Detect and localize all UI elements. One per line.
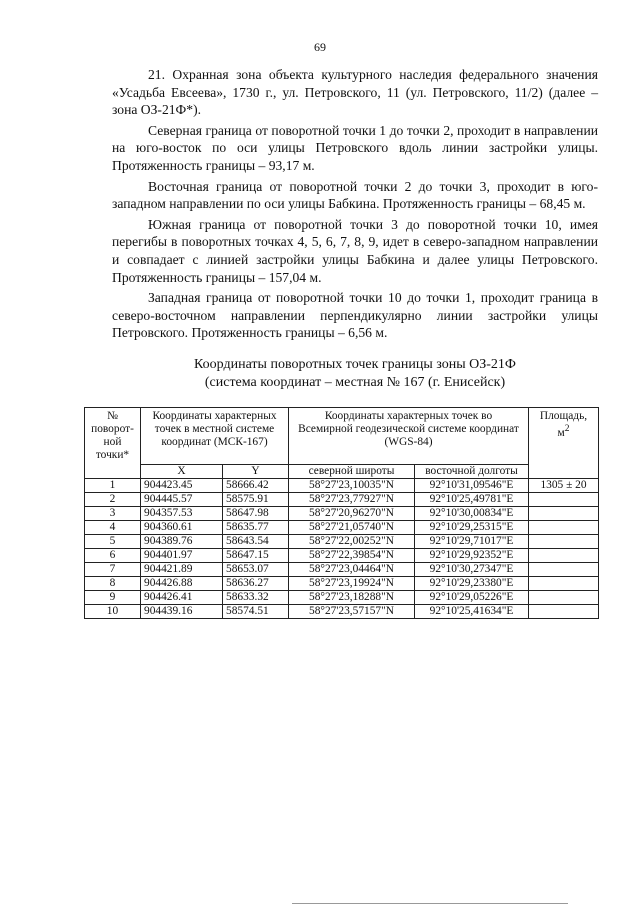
cell-point-number: 8 (85, 577, 141, 591)
cell-x: 904445.57 (141, 493, 223, 507)
cell-latitude: 58°27'22,39854"N (289, 549, 415, 563)
cell-y: 58643.54 (223, 535, 289, 549)
table-row (85, 577, 599, 591)
table-row (85, 549, 599, 563)
cell-area (529, 549, 599, 563)
cell-y: 58666.42 (223, 479, 289, 493)
cell-longitude: 92°10'29,25315"E (415, 521, 529, 535)
header-longitude: восточной долготы (415, 465, 529, 479)
cell-point-number: 10 (85, 605, 141, 619)
table-row (85, 605, 599, 619)
header-point-number: № поворот-ной точки* (85, 408, 141, 479)
cell-y: 58653.07 (223, 563, 289, 577)
table-row (85, 535, 599, 549)
paragraph-west-border: Западная граница от поворотной точки 10 до точки 1, проходит граница в северо-восточном направлении перпендикулярно линии застройки улицы Петровского. Протяженность границы – 6,56 м. (112, 290, 598, 341)
cell-y: 58635.77 (223, 521, 289, 535)
cell-longitude: 92°10'29,71017"E (415, 535, 529, 549)
cell-longitude: 92°10'29,92352"E (415, 549, 529, 563)
cell-x: 904423.45 (141, 479, 223, 493)
cell-longitude: 92°10'25,41634"E (415, 605, 529, 619)
header-area-label: Площадь, (539, 410, 588, 422)
table-row (85, 521, 599, 535)
cell-point-number: 9 (85, 591, 141, 605)
cell-latitude: 58°27'23,10035"N (289, 479, 415, 493)
page-number: 69 (314, 40, 326, 54)
cell-y: 58647.15 (223, 549, 289, 563)
cell-area (529, 535, 599, 549)
cell-x: 904357.53 (141, 507, 223, 521)
cell-point-number: 1 (85, 479, 141, 493)
footer-divider (292, 903, 568, 904)
cell-latitude: 58°27'23,18288"N (289, 591, 415, 605)
cell-area (529, 577, 599, 591)
cell-x: 904426.88 (141, 577, 223, 591)
cell-y: 58636.27 (223, 577, 289, 591)
paragraph-east-border: Восточная граница от поворотной точки 2 до точки 3, проходит в юго-западном направлении по оси улицы Бабкина. Протяженность границы – 68,45 м. (112, 178, 598, 212)
cell-y: 58633.32 (223, 591, 289, 605)
table-caption-line-1: Координаты поворотных точек границы зоны ОЗ-21Ф (194, 357, 516, 372)
cell-y: 58647.98 (223, 507, 289, 521)
paragraph-north-border: Северная граница от поворотной точки 1 до точки 2, проходит в направлении на юго-восток по оси улицы Петровского вдоль линии застройки улицы. Протяженность границы – 93,17 м. (112, 122, 598, 173)
cell-longitude: 92°10'31,09546"E (415, 479, 529, 493)
cell-latitude: 58°27'23,77927"N (289, 493, 415, 507)
cell-point-number: 5 (85, 535, 141, 549)
header-y: Y (223, 465, 289, 479)
cell-longitude: 92°10'29,05226"E (415, 591, 529, 605)
cell-longitude: 92°10'25,49781"E (415, 493, 529, 507)
cell-x: 904439.16 (141, 605, 223, 619)
header-area-unit-exponent: 2 (564, 424, 570, 434)
coordinates-table (84, 407, 599, 619)
coordinates-table-wrap (84, 407, 599, 619)
cell-x: 904421.89 (141, 563, 223, 577)
table-header-row (85, 408, 599, 465)
cell-area (529, 605, 599, 619)
table-caption (112, 356, 598, 392)
table-row (85, 591, 599, 605)
cell-longitude: 92°10'30,00834"E (415, 507, 529, 521)
cell-latitude: 58°27'23,04464"N (289, 563, 415, 577)
body-text (112, 66, 598, 342)
header-area (529, 408, 599, 479)
paragraph-south-border: Южная граница от поворотной точки 3 до поворотной точки 10, имея перегибы в поворотных точках 4, 5, 6, 7, 8, 9, идет в северо-западном направлении и совпадает с линией застройки улицы Бабкина и далее улицы Петровского. Протяженность границы – 157,04 м. (112, 216, 598, 285)
header-x: X (141, 465, 223, 479)
cell-x: 904389.76 (141, 535, 223, 549)
cell-area: 1305 ± 20 (529, 479, 599, 493)
header-latitude: северной широты (289, 465, 415, 479)
table-row (85, 507, 599, 521)
cell-latitude: 58°27'20,96270"N (289, 507, 415, 521)
cell-latitude: 58°27'23,57157"N (289, 605, 415, 619)
cell-point-number: 3 (85, 507, 141, 521)
cell-longitude: 92°10'29,23380"E (415, 577, 529, 591)
cell-point-number: 7 (85, 563, 141, 577)
paragraph-zone-title: 21. Охранная зона объекта культурного наследия федерального значения «Усадьба Евсеева», 1730 г., ул. Петровского, 11 (ул. Петровского, 11/2) (далее – зона ОЗ-21Ф*). (112, 67, 598, 118)
cell-area (529, 591, 599, 605)
header-area-unit: м (557, 426, 565, 439)
cell-point-number: 4 (85, 521, 141, 535)
cell-point-number: 2 (85, 493, 141, 507)
table-row (85, 493, 599, 507)
cell-area (529, 493, 599, 507)
cell-x: 904401.97 (141, 549, 223, 563)
header-wgs-coordinates: Координаты характерных точек во Всемирной геодезической системе координат (WGS-84) (289, 408, 529, 465)
cell-latitude: 58°27'23,19924"N (289, 577, 415, 591)
cell-y: 58575.91 (223, 493, 289, 507)
header-local-coordinates: Координаты характерных точек в местной системе координат (МСК-167) (141, 408, 289, 465)
cell-area (529, 563, 599, 577)
cell-y: 58574.51 (223, 605, 289, 619)
table-caption-line-2: (система координат – местная № 167 (г. Енисейск) (204, 375, 506, 390)
cell-longitude: 92°10'30,27347"E (415, 563, 529, 577)
cell-latitude: 58°27'22,00252"N (289, 535, 415, 549)
cell-latitude: 58°27'21,05740"N (289, 521, 415, 535)
table-row (85, 563, 599, 577)
cell-point-number: 6 (85, 549, 141, 563)
table-subheader-row (85, 465, 599, 479)
cell-x: 904360.61 (141, 521, 223, 535)
cell-x: 904426.41 (141, 591, 223, 605)
table-row (85, 479, 599, 493)
cell-area (529, 521, 599, 535)
cell-area (529, 507, 599, 521)
